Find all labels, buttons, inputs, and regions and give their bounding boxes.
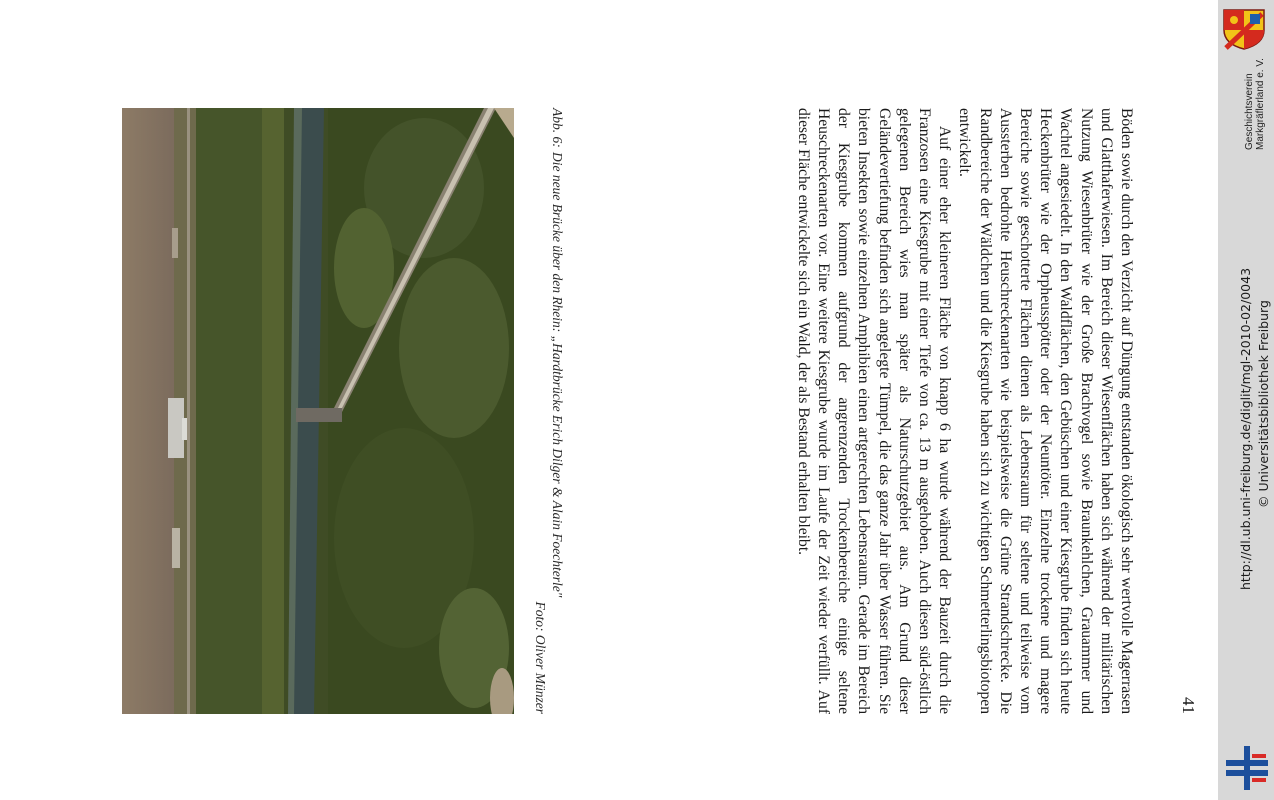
source-url[interactable]: http://dl.ub.uni-freiburg.de/diglit/mgl-2010-02/0043 (1238, 267, 1253, 590)
figure-label: Abb. 6: (550, 108, 565, 148)
society-name (1244, 58, 1266, 150)
society-line-1: Geschichtsverein (1244, 73, 1255, 150)
body-text (793, 108, 1136, 714)
figure-caption (532, 108, 566, 714)
page-number: 41 (1179, 697, 1198, 714)
paragraph-2: Auf einer eher kleineren Fläche von knapp 6 ha wurde während der Bauzeit durch die Franzosen eine Kiesgrube mit einer Tiefe von ca. 13 m ausgehoben. Auch diesen süd-östlich gelegenen Bereich wies man später als Naturschutzgebiet aus. Am Grund dieser Geländevertiefung befinden sich angelegte Tümpel, die das ganze Jahr über Wasser führen. Sie bieten Insekten sowie einzelnen Amphibien einen artgerechten Lebensraum. Gerade im Bereich der Kiesgrube kommen aufgrund der angrenzenden Trockenbereiche einige seltene Heuschreckenarten vor. Eine weitere Kiesgrube wurde im Laufe der Zeit wieder verfüllt. Auf dieser Fläche entwickelte sich ein Wald, der als Bestand erhalten bleibt. (794, 108, 954, 714)
coat-of-arms-icon (1222, 8, 1266, 50)
copyright-notice: © Universitätsbibliothek Freiburg (1256, 300, 1271, 508)
ub-freiburg-logo-icon (1226, 746, 1268, 790)
society-line-2: Markgräflerland e. V. (1255, 58, 1266, 150)
aerial-photo-bridge-rhine (122, 108, 514, 714)
figure-caption-text: Die neue Brücke über den Rhein: „Hardtbrücke Erich Dilger & Alain Foechterle" (550, 152, 565, 598)
aerial-photo (122, 108, 514, 714)
paragraph-1: Böden sowie durch den Verzicht auf Düngung entstanden ökologisch sehr wertvolle Magerrasen und Glatthaferwiesen. Im Bereich dieser Wiesenflächen haben sich während der militärischen Nutzung Wiesenbrüter wie der Große Brachvogel sowie Braunkehlchen, Grauammer und Wachtel angesiedelt. In den Waldflächen, den Gebüschen und einer Kiesgrube finden sich heute Heckenbrüter wie der Orpheusspötter oder der Neuntöter. Einzelne trockene und magere Bereiche sowie geschotterte Flächen dienen als Lebensraum für seltene und teilweise vom Aussterben bedrohte Heuschreckenarten wie beispielsweise die Grüne Strandschrecke. Die Randbereiche der Wäldchen und die Kiesgrube haben sich zu wichtigen Schmetterlingsbiotopen entwickelt. (956, 108, 1135, 714)
rotated-page-content (108, 108, 1198, 728)
photo-credit: Foto: Oliver Münzer (533, 601, 548, 714)
